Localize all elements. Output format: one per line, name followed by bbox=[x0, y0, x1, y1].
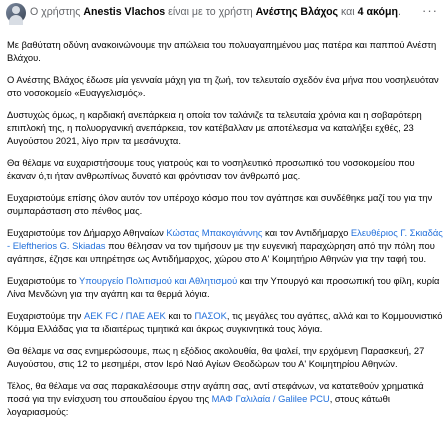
post-paragraph-6: Ευχαριστούμε τον Δήμαρχο Αθηναίων Κώστας Μπακογιάννης και τον Αντιδήμαρχο Ελευθέριος Γ. Σκιαδάς - Eleftherios G. Skiadas που θέλησαν να τον τιμήσουν με την ευγενική παραχώρηση από την πόλη που αγάπησε, έζησε και υπηρέτησε ως Αντιδήμαρχος, χώρου στο Α' Κοιμητήριο Αθηνών για την ταφή του. bbox=[7, 227, 443, 264]
header-middle: είναι με το χρήστη bbox=[165, 6, 256, 18]
post-paragraph-4: Θα θέλαμε να ευχαριστήσουμε τους γιατρούς και το νοσηλευτικό προσωπικό του νοσοκομείου που έκαναν ό,τι ήταν ανθρωπίνως δυνατό και φρόντισαν τον άνθρωπό μας. bbox=[7, 157, 415, 181]
post-paragraph-10: Τέλος, θα θέλαμε να σας παρακαλέσουμε στην αγάπη σας, αντί στεφάνων, να κατατεθούν χρηματικά ποσά για την ενίσχυση του σπουδαίου έργου της ΜΑΦ Γαλιλαία / Galilee PCU, στους κάτωθι λογαριασμούς: bbox=[7, 380, 424, 417]
post-body bbox=[7, 38, 443, 427]
avatar-body bbox=[9, 15, 23, 25]
avatar-head bbox=[12, 6, 20, 14]
ellipsis-icon[interactable]: ··· bbox=[422, 3, 438, 18]
author-name-link[interactable]: Anestis Vlachos bbox=[83, 6, 166, 18]
post-paragraph-2: Ο Ανέστης Βλάχος έδωσε μία γενναία μάχη για τη ζωή, τον τελευταίο σχεδόν ένα μήνα που νοσηλευόταν στο νοσοκομείο «Ευαγγελισμός». bbox=[7, 74, 439, 98]
post-paragraph-8: Ευχαριστούμε την AEK FC / ΠΑΕ ΑΕΚ και το ΠΑΣΟΚ, τις μεγάλες του αγάπες, αλλά και το Κομμουνιστικό Κόμμα Ελλάδας για τα ιδιαιτέρως τιμητικά και άκρως συγκινητικά τους λόγια. bbox=[7, 310, 443, 334]
post-paragraph-1: Με βαθύτατη οδύνη ανακοινώνουμε την απώλεια του πολυαγαπημένου μας πατέρα και παππού Ανέστη Βλάχου. bbox=[7, 39, 437, 63]
mention-pasok-link[interactable]: ΠΑΣΟΚ bbox=[194, 310, 227, 321]
others-count-link[interactable]: 4 ακόμη bbox=[357, 6, 398, 18]
post-header-text: Ο χρήστης Anestis Vlachos είναι με το χρήστη Ανέστης Βλάχος και 4 ακόμη. bbox=[30, 6, 401, 18]
tagged-user-link[interactable]: Ανέστης Βλάχος bbox=[255, 6, 339, 18]
header-prefix: Ο χρήστης bbox=[30, 6, 81, 18]
mention-galilee-link[interactable]: ΜΑΦ Γαλιλαία / Galilee PCU bbox=[211, 393, 330, 404]
post-paragraph-7: Ευχαριστούμε το Υπουργείο Πολιτισμού και Αθλητισμού και την Υπουργό και προσωπική του φίλη, κυρία Λίνα Μενδώνη για την αγάπη και τα θερμά λόγια. bbox=[7, 275, 440, 299]
post-paragraph-5: Ευχαριστούμε επίσης όλον αυτόν τον υπέροχο κόσμο που τον αγάπησε και συνδέθηκε μαζί του για την συμπαράσταση στο πένθος μας. bbox=[7, 192, 433, 216]
mention-ministry-link[interactable]: Υπουργείο Πολιτισμού και Αθλητισμού bbox=[79, 275, 238, 286]
post-header bbox=[0, 0, 446, 26]
post-paragraph-9: Θα θέλαμε να σας ενημερώσουμε, πως η εξόδιος ακολουθία, θα ψαλεί, την ερχόμενη Παρασκευή, 27 Αυγούστου, στις 12 το μεσημέρι, στον Ιερό Ναό Αγίων Θεοδώρων του Α' Κοιμητηρίου Αθηνών. bbox=[7, 345, 425, 369]
post-paragraph-3: Δυστυχώς όμως, η καρδιακή ανεπάρκεια η οποία τον ταλάνιζε τα τελευταία χρόνια και η σοβαρότερη επιπλοκή της, η πολυοργανική ανεπάρκεια, τον κατέβαλλαν με αποτέλεσμα να καταλήξει εχθές, 23 Αυγούστου 2021, λίγο πριν τα μεσάνυχτα. bbox=[7, 109, 422, 146]
mention-aek-link[interactable]: AEK FC / ΠΑΕ ΑΕΚ bbox=[83, 310, 166, 321]
mention-mayor-link[interactable]: Κώστας Μπακογιάννης bbox=[166, 227, 263, 238]
mention-deputy-mayor-link[interactable]: Ελευθέριος Γ. Σκιαδάς - Eleftherios G. Skiadas bbox=[7, 227, 443, 251]
author-avatar[interactable] bbox=[6, 3, 26, 23]
header-and: και bbox=[338, 6, 358, 18]
